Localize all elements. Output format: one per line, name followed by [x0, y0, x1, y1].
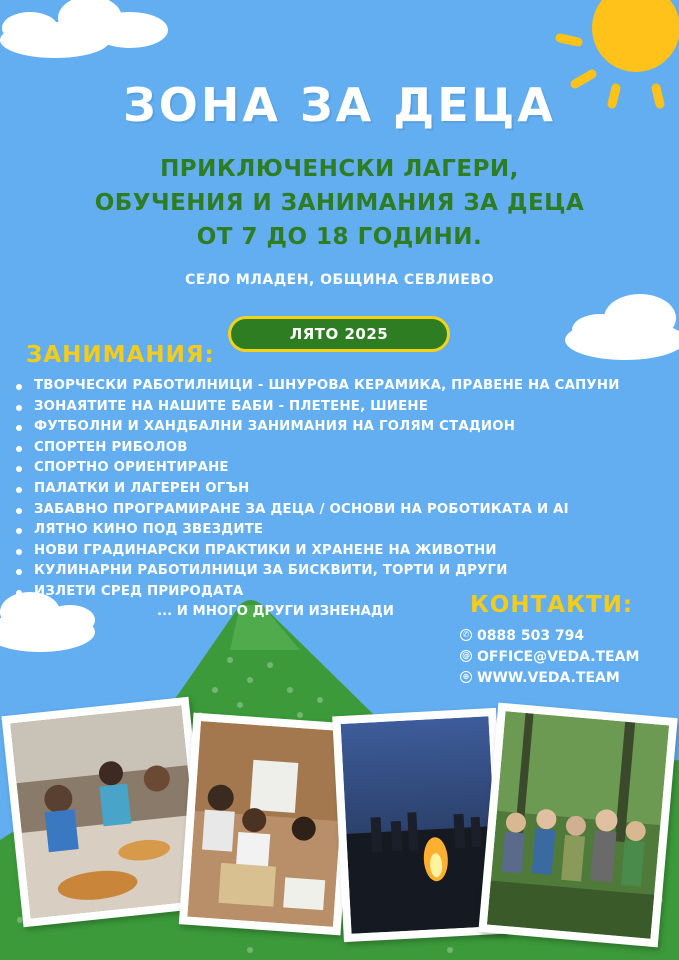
list-item — [14, 541, 620, 562]
list-item — [14, 438, 620, 459]
page-title: ЗОНА ЗА ДЕЦА — [123, 78, 556, 132]
list-item — [14, 417, 620, 438]
list-item — [14, 458, 620, 479]
list-item — [14, 520, 620, 541]
bullet-icon — [16, 425, 22, 431]
bullet-icon — [16, 590, 22, 596]
website-link: WWW.VEDA.TEAM — [477, 670, 620, 686]
activities-heading: ЗАНИМАНИЯ: — [26, 342, 215, 368]
activity-label: НОВИ ГРАДИНАРСКИ ПРАКТИКИ И ХРАНЕНЕ НА ЖИВОТНИ — [34, 542, 497, 558]
photo-pizza-workshop — [1, 697, 210, 927]
phone-number: 0888 503 794 — [477, 628, 585, 644]
email-address: OFFICE@VEDA.TEAM — [477, 649, 640, 665]
activity-label: ЗОНАЯТИТЕ НА НАШИТЕ БАБИ - ПЛЕТЕНЕ, ШИЕНЕ — [34, 398, 429, 414]
activity-label: ПАЛАТКИ И ЛАГЕРЕН ОГЪН — [34, 480, 250, 496]
bullet-icon — [16, 384, 22, 390]
at-icon: @ — [462, 651, 470, 660]
activity-label: ТВОРЧЕСКИ РАБОТИЛНИЦИ - ШНУРОВА КЕРАМИКА, ПРАВЕНЕ НА САПУНИ — [34, 378, 620, 393]
contacts-heading: КОНТАКТИ: — [470, 592, 634, 618]
contact-email[interactable] — [460, 647, 639, 667]
bullet-icon — [16, 528, 22, 534]
photo-forest-hike — [478, 703, 677, 948]
subtitle — [0, 152, 679, 254]
bullet-icon — [16, 549, 22, 555]
activity-label: КУЛИНАРНИ РАБОТИЛНИЦИ ЗА БИСКВИТИ, ТОРТИ И ДРУГИ — [34, 563, 508, 579]
season-badge: ЛЯТО 2025 — [228, 316, 450, 352]
activity-label: ФУТБОЛНИ И ХАНДБАЛНИ ЗАНИМАНИЯ НА ГОЛЯМ СТАДИОН — [34, 419, 516, 435]
contact-website[interactable] — [460, 668, 620, 688]
list-item — [14, 376, 620, 397]
bullet-icon — [16, 466, 22, 472]
activity-label: ЗАБАВНО ПРОГРАМИРАНЕ ЗА ДЕЦА / ОСНОВИ НА РОБОТИКАТА И AI — [34, 501, 569, 517]
more-surprises-text: ... И МНОГО ДРУГИ ИЗНЕНАДИ — [157, 604, 394, 619]
subtitle-line-2: ОБУЧЕНИЯ И ЗАНИМАНИЯ ЗА ДЕЦА — [94, 190, 585, 216]
activity-label: ЛЯТНО КИНО ПОД ЗВЕЗДИТЕ — [34, 522, 264, 538]
activity-label: ИЗЛЕТИ СРЕД ПРИРОДАТА — [34, 583, 244, 599]
subtitle-line-3: ОТ 7 ДО 18 ГОДИНИ. — [196, 224, 483, 250]
activity-label: СПОРТНО ОРИЕНТИРАНЕ — [34, 460, 229, 476]
list-item — [14, 479, 620, 500]
activity-label: СПОРТЕН РИБОЛОВ — [34, 439, 188, 455]
list-item — [14, 561, 620, 582]
phone-icon: ✆ — [460, 629, 472, 641]
bullet-icon — [16, 569, 22, 575]
bullet-icon — [16, 405, 22, 411]
activities-list — [14, 376, 620, 603]
bullet-icon — [16, 487, 22, 493]
photo-craft-workshop — [179, 713, 355, 936]
location-text: СЕЛО МЛАДЕН, ОБЩИНА СЕВЛИЕВО — [185, 272, 494, 288]
contact-phone[interactable] — [460, 626, 584, 646]
bullet-icon — [16, 446, 22, 452]
bullet-icon — [16, 508, 22, 514]
list-item — [14, 500, 620, 521]
list-item — [14, 397, 620, 418]
globe-icon: ⊕ — [460, 671, 472, 683]
subtitle-line-1: ПРИКЛЮЧЕНСКИ ЛАГЕРИ, — [160, 156, 519, 182]
